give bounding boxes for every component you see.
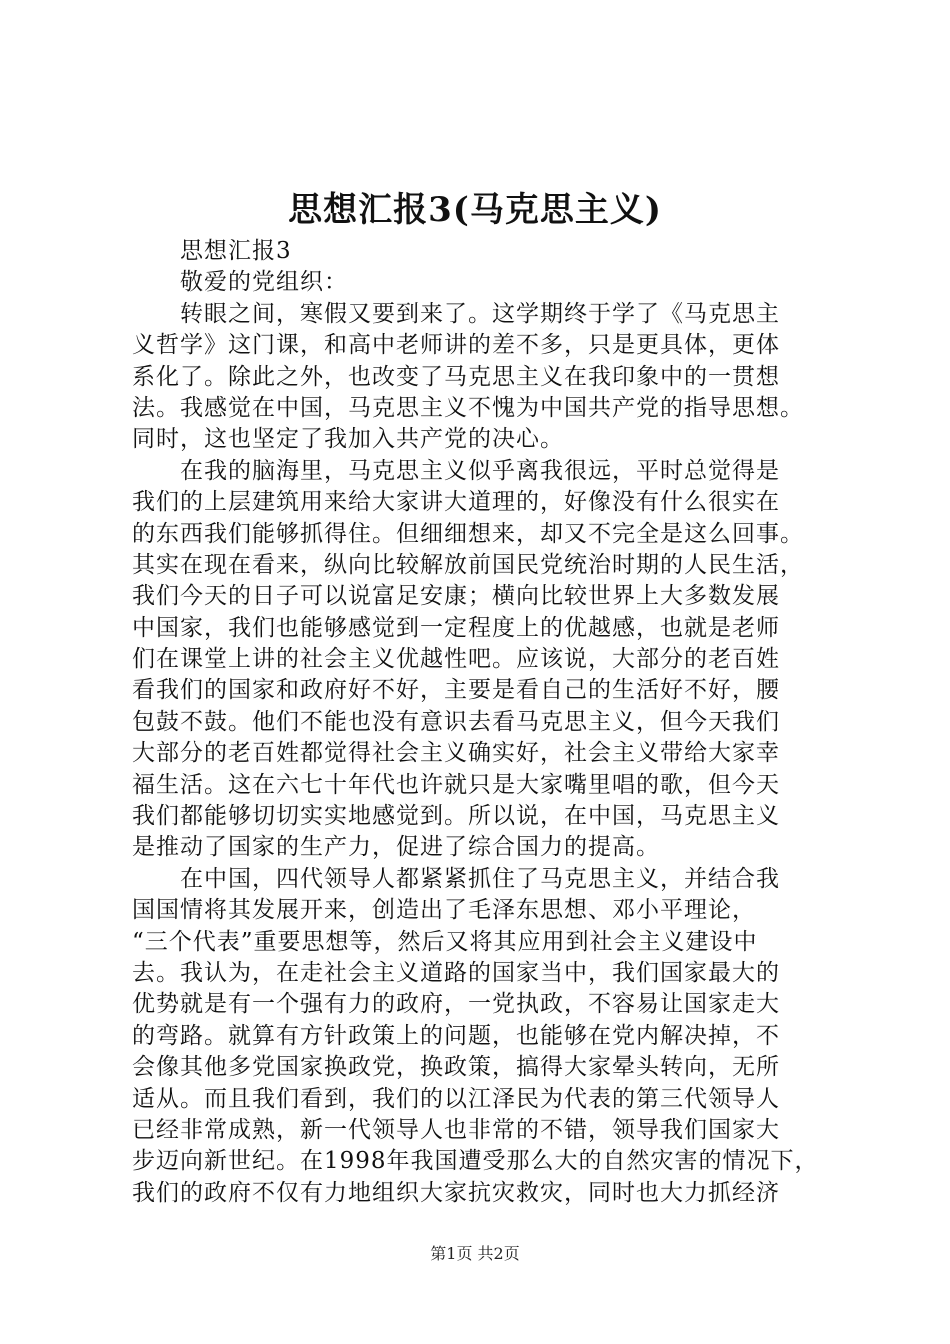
body-line: 在中国，四代领导人都紧紧抓住了马克思主义，并结合我 [132,865,780,892]
body-line: 福生活。这在六七十年代也许就只是大家嘴里唱的歌，但今天 [132,771,780,798]
body-line: 其实在现在看来，纵向比较解放前国民党统治时期的人民生活， [132,551,804,578]
body-line: 系化了。除此之外，也改变了马克思主义在我印象中的一贯想 [132,363,780,390]
body-line: 大部分的老百姓都觉得社会主义确实好，社会主义带给大家幸 [132,740,780,767]
body-line: 包鼓不鼓。他们不能也没有意识去看马克思主义，但今天我们 [132,708,780,735]
body-line: 适从。而且我们看到，我们的以江泽民为代表的第三代领导人 [132,1085,780,1112]
body-line: 思想汇报3 [132,238,292,264]
body-line: 国国情将其发展开来，创造出了毛泽东思想、邓小平理论， [132,897,756,924]
body-line: 敬爱的党组织： [132,269,348,296]
body-line: “三个代表”重要思想等，然后又将其应用到社会主义建设中 [132,928,758,955]
body-line: 我们都能够切切实实地感觉到。所以说，在中国，马克思主义 [132,803,780,830]
body-line: 优势就是有一个强有力的政府，一党执政，不容易让国家走大 [132,991,780,1018]
body-line: 在我的脑海里，马克思主义似乎离我很远，平时总觉得是 [132,457,780,484]
body-line: 同时，这也坚定了我加入共产党的决心。 [132,426,564,453]
body-line: 步迈向新世纪。在1998年我国遭受那么大的自然灾害的情况下， [132,1148,819,1175]
body-line: 转眼之间，寒假又要到来了。这学期终于学了《马克思主 [132,300,780,327]
body-line: 会像其他多党国家换政党，换政策，搞得大家晕头转向，无所 [132,1054,780,1081]
document-title: 思想汇报3(马克思主义) [288,190,662,230]
body-line: 是推动了国家的生产力，促进了综合国力的提高。 [132,834,660,861]
body-line: 的东西我们能够抓得住。但细细想来，却又不完全是这么回事。 [132,520,804,547]
body-line: 法。我感觉在中国，马克思主义不愧为中国共产党的指导思想。 [132,394,804,421]
body-line: 义哲学》这门课，和高中老师讲的差不多，只是更具体，更体 [132,332,780,359]
body-line: 看我们的国家和政府好不好，主要是看自己的生活好不好，腰 [132,677,780,704]
body-line: 去。我认为，在走社会主义道路的国家当中，我们国家最大的 [132,959,780,986]
body-line: 已经非常成熟，新一代领导人也非常的不错，领导我们国家大 [132,1116,780,1143]
body-line: 中国家，我们也能够感觉到一定程度上的优越感，也就是老师 [132,614,780,641]
body-line: 的弯路。就算有方针政策上的问题，也能够在党内解决掉，不 [132,1022,780,1049]
body-line: 我们的政府不仅有力地组织大家抗灾救灾，同时也大力抓经济 [132,1179,780,1206]
body-line: 我们今天的日子可以说富足安康；横向比较世界上大多数发展 [132,583,780,610]
body-line: 们在课堂上讲的社会主义优越性吧。应该说，大部分的老百姓 [132,646,780,673]
page-footer: 第1页 共2页 [430,1244,520,1263]
body-line: 我们的上层建筑用来给大家讲大道理的，好像没有什么很实在 [132,489,780,516]
document-body [132,236,832,1209]
